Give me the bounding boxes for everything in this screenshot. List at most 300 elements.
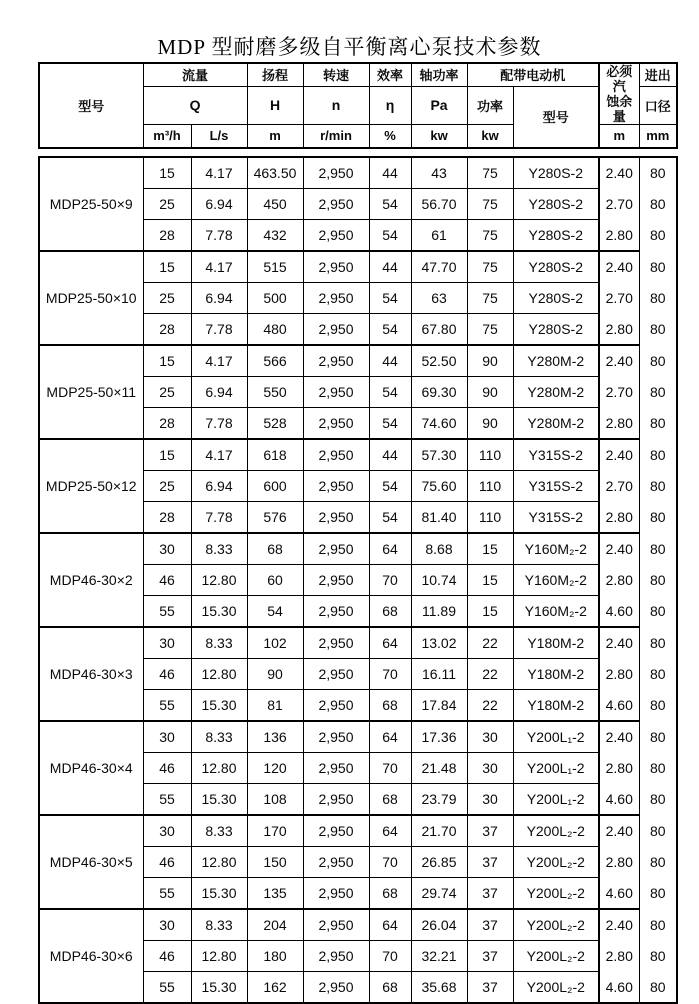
cell-speed-rpm: 2,950 bbox=[303, 533, 369, 565]
cell-speed-rpm: 2,950 bbox=[303, 345, 369, 377]
cell-port-mm: 80 bbox=[639, 753, 677, 784]
cell-flow-m3h: 30 bbox=[143, 721, 191, 753]
cell-head-m: 108 bbox=[247, 784, 303, 816]
cell-shaft-power-kw: 52.50 bbox=[411, 345, 467, 377]
cell-efficiency-pct: 68 bbox=[369, 596, 411, 628]
cell-port-mm: 80 bbox=[639, 220, 677, 252]
cell-flow-m3h: 28 bbox=[143, 314, 191, 346]
cell-speed-rpm: 2,950 bbox=[303, 283, 369, 314]
cell-shaft-power-kw: 56.70 bbox=[411, 189, 467, 220]
header-model: 型号 bbox=[39, 63, 143, 148]
header-port-unit: mm bbox=[639, 125, 677, 148]
cell-flow-ls: 7.78 bbox=[191, 220, 247, 252]
cell-efficiency-pct: 54 bbox=[369, 283, 411, 314]
cell-efficiency-pct: 64 bbox=[369, 909, 411, 941]
page-title: MDP 型耐磨多级自平衡离心泵技术参数 bbox=[157, 35, 542, 59]
cell-flow-ls: 6.94 bbox=[191, 189, 247, 220]
cell-shaft-power-kw: 35.68 bbox=[411, 972, 467, 1004]
cell-motor-model: Y180M-2 bbox=[513, 627, 599, 659]
cell-flow-m3h: 28 bbox=[143, 408, 191, 440]
cell-motor-model: Y280S-2 bbox=[513, 283, 599, 314]
cell-speed-rpm: 2,950 bbox=[303, 847, 369, 878]
pump-model-cell: MDP46-30×5 bbox=[39, 815, 143, 909]
pump-model-cell: MDP25-50×9 bbox=[39, 157, 143, 251]
table-row bbox=[39, 157, 677, 189]
cell-npsh-m: 2.80 bbox=[599, 220, 639, 252]
cell-motor-power-kw: 75 bbox=[467, 189, 513, 220]
cell-speed-rpm: 2,950 bbox=[303, 909, 369, 941]
cell-flow-ls: 8.33 bbox=[191, 815, 247, 847]
cell-motor-power-kw: 37 bbox=[467, 847, 513, 878]
cell-motor-model: Y280M-2 bbox=[513, 345, 599, 377]
cell-head-m: 54 bbox=[247, 596, 303, 628]
cell-shaft-power-kw: 26.85 bbox=[411, 847, 467, 878]
cell-head-m: 618 bbox=[247, 439, 303, 471]
cell-efficiency-pct: 70 bbox=[369, 659, 411, 690]
cell-npsh-m: 2.80 bbox=[599, 659, 639, 690]
pump-table bbox=[38, 156, 678, 1004]
cell-motor-power-kw: 30 bbox=[467, 784, 513, 816]
cell-npsh-m: 4.60 bbox=[599, 784, 639, 816]
cell-port-mm: 80 bbox=[639, 408, 677, 440]
cell-npsh-m: 2.80 bbox=[599, 408, 639, 440]
cell-motor-model: Y180M-2 bbox=[513, 690, 599, 722]
cell-flow-ls: 12.80 bbox=[191, 847, 247, 878]
cell-motor-power-kw: 37 bbox=[467, 941, 513, 972]
cell-port-mm: 80 bbox=[639, 283, 677, 314]
cell-motor-power-kw: 110 bbox=[467, 471, 513, 502]
cell-motor-model: Y280S-2 bbox=[513, 251, 599, 283]
header-flow: 流量 bbox=[143, 63, 247, 86]
cell-motor-power-kw: 75 bbox=[467, 251, 513, 283]
table-row bbox=[39, 815, 677, 847]
cell-head-m: 60 bbox=[247, 565, 303, 596]
cell-npsh-m: 4.60 bbox=[599, 878, 639, 910]
cell-efficiency-pct: 54 bbox=[369, 189, 411, 220]
header-efficiency-symbol: η bbox=[369, 86, 411, 125]
cell-port-mm: 80 bbox=[639, 502, 677, 534]
pump-model-cell: MDP25-50×12 bbox=[39, 439, 143, 533]
table-row bbox=[39, 251, 677, 283]
cell-motor-model: Y315S-2 bbox=[513, 471, 599, 502]
cell-port-mm: 80 bbox=[639, 690, 677, 722]
table-row bbox=[39, 721, 677, 753]
cell-motor-power-kw: 30 bbox=[467, 721, 513, 753]
cell-motor-power-kw: 22 bbox=[467, 627, 513, 659]
cell-flow-ls: 4.17 bbox=[191, 251, 247, 283]
cell-port-mm: 80 bbox=[639, 815, 677, 847]
header-npsh-line2: 蚀余量 bbox=[606, 94, 633, 124]
cell-flow-m3h: 46 bbox=[143, 565, 191, 596]
table-row bbox=[39, 345, 677, 377]
cell-head-m: 170 bbox=[247, 815, 303, 847]
cell-flow-m3h: 30 bbox=[143, 815, 191, 847]
cell-port-mm: 80 bbox=[639, 721, 677, 753]
cell-efficiency-pct: 68 bbox=[369, 784, 411, 816]
cell-motor-model: Y200L₁-2 bbox=[513, 753, 599, 784]
cell-motor-model: Y180M-2 bbox=[513, 659, 599, 690]
cell-head-m: 566 bbox=[247, 345, 303, 377]
cell-head-m: 68 bbox=[247, 533, 303, 565]
cell-motor-power-kw: 37 bbox=[467, 878, 513, 910]
cell-port-mm: 80 bbox=[639, 596, 677, 628]
cell-flow-m3h: 30 bbox=[143, 909, 191, 941]
cell-flow-ls: 15.30 bbox=[191, 690, 247, 722]
cell-motor-power-kw: 90 bbox=[467, 377, 513, 408]
cell-flow-ls: 6.94 bbox=[191, 283, 247, 314]
cell-flow-m3h: 25 bbox=[143, 189, 191, 220]
header-port-line1: 进出 bbox=[639, 63, 677, 86]
cell-shaft-power-kw: 17.84 bbox=[411, 690, 467, 722]
cell-efficiency-pct: 70 bbox=[369, 565, 411, 596]
cell-motor-power-kw: 15 bbox=[467, 596, 513, 628]
cell-motor-power-kw: 37 bbox=[467, 815, 513, 847]
cell-npsh-m: 2.40 bbox=[599, 345, 639, 377]
cell-flow-ls: 8.33 bbox=[191, 721, 247, 753]
header-speed: 转速 bbox=[303, 63, 369, 86]
cell-head-m: 136 bbox=[247, 721, 303, 753]
pump-model-cell: MDP46-30×4 bbox=[39, 721, 143, 815]
cell-head-m: 102 bbox=[247, 627, 303, 659]
cell-port-mm: 80 bbox=[639, 972, 677, 1004]
pump-model-cell: MDP46-30×2 bbox=[39, 533, 143, 627]
cell-flow-ls: 4.17 bbox=[191, 345, 247, 377]
cell-flow-m3h: 55 bbox=[143, 784, 191, 816]
cell-motor-model: Y160M₂-2 bbox=[513, 565, 599, 596]
cell-flow-ls: 6.94 bbox=[191, 377, 247, 408]
cell-shaft-power-kw: 47.70 bbox=[411, 251, 467, 283]
cell-motor-model: Y315S-2 bbox=[513, 439, 599, 471]
cell-speed-rpm: 2,950 bbox=[303, 439, 369, 471]
cell-head-m: 528 bbox=[247, 408, 303, 440]
cell-head-m: 450 bbox=[247, 189, 303, 220]
header-motor-model: 型号 bbox=[513, 86, 599, 148]
cell-motor-model: Y280S-2 bbox=[513, 314, 599, 346]
cell-port-mm: 80 bbox=[639, 533, 677, 565]
cell-port-mm: 80 bbox=[639, 847, 677, 878]
cell-motor-power-kw: 75 bbox=[467, 283, 513, 314]
cell-npsh-m: 2.80 bbox=[599, 941, 639, 972]
pump-model-cell: MDP25-50×11 bbox=[39, 345, 143, 439]
cell-shaft-power-kw: 21.48 bbox=[411, 753, 467, 784]
cell-speed-rpm: 2,950 bbox=[303, 314, 369, 346]
cell-shaft-power-kw: 61 bbox=[411, 220, 467, 252]
cell-efficiency-pct: 70 bbox=[369, 753, 411, 784]
cell-flow-ls: 12.80 bbox=[191, 659, 247, 690]
cell-shaft-power-kw: 8.68 bbox=[411, 533, 467, 565]
cell-motor-model: Y200L₂-2 bbox=[513, 909, 599, 941]
cell-shaft-power-kw: 13.02 bbox=[411, 627, 467, 659]
cell-speed-rpm: 2,950 bbox=[303, 721, 369, 753]
header-efficiency-unit: % bbox=[369, 125, 411, 148]
cell-speed-rpm: 2,950 bbox=[303, 189, 369, 220]
cell-port-mm: 80 bbox=[639, 909, 677, 941]
cell-efficiency-pct: 54 bbox=[369, 408, 411, 440]
cell-port-mm: 80 bbox=[639, 377, 677, 408]
cell-port-mm: 80 bbox=[639, 439, 677, 471]
cell-flow-m3h: 55 bbox=[143, 878, 191, 910]
cell-head-m: 135 bbox=[247, 878, 303, 910]
cell-efficiency-pct: 54 bbox=[369, 314, 411, 346]
header-flow-unit-m3h: m³/h bbox=[143, 125, 191, 148]
cell-speed-rpm: 2,950 bbox=[303, 596, 369, 628]
cell-head-m: 515 bbox=[247, 251, 303, 283]
cell-motor-power-kw: 90 bbox=[467, 408, 513, 440]
cell-motor-power-kw: 75 bbox=[467, 314, 513, 346]
cell-port-mm: 80 bbox=[639, 659, 677, 690]
cell-port-mm: 80 bbox=[639, 314, 677, 346]
cell-motor-power-kw: 15 bbox=[467, 565, 513, 596]
cell-head-m: 120 bbox=[247, 753, 303, 784]
cell-head-m: 500 bbox=[247, 283, 303, 314]
cell-efficiency-pct: 64 bbox=[369, 815, 411, 847]
table-row bbox=[39, 627, 677, 659]
cell-flow-m3h: 46 bbox=[143, 941, 191, 972]
cell-flow-ls: 15.30 bbox=[191, 784, 247, 816]
cell-port-mm: 80 bbox=[639, 784, 677, 816]
cell-motor-model: Y200L₂-2 bbox=[513, 941, 599, 972]
cell-flow-m3h: 15 bbox=[143, 157, 191, 189]
cell-npsh-m: 4.60 bbox=[599, 972, 639, 1004]
cell-port-mm: 80 bbox=[639, 189, 677, 220]
cell-efficiency-pct: 70 bbox=[369, 941, 411, 972]
cell-port-mm: 80 bbox=[639, 878, 677, 910]
cell-port-mm: 80 bbox=[639, 157, 677, 189]
cell-flow-m3h: 15 bbox=[143, 345, 191, 377]
cell-motor-model: Y200L₂-2 bbox=[513, 972, 599, 1004]
cell-speed-rpm: 2,950 bbox=[303, 157, 369, 189]
cell-efficiency-pct: 54 bbox=[369, 502, 411, 534]
pump-table-header bbox=[38, 62, 678, 149]
header-head-symbol: H bbox=[247, 86, 303, 125]
cell-efficiency-pct: 54 bbox=[369, 377, 411, 408]
cell-flow-ls: 7.78 bbox=[191, 502, 247, 534]
cell-head-m: 463.50 bbox=[247, 157, 303, 189]
cell-port-mm: 80 bbox=[639, 627, 677, 659]
cell-head-m: 204 bbox=[247, 909, 303, 941]
cell-efficiency-pct: 44 bbox=[369, 251, 411, 283]
cell-motor-model: Y160M₂-2 bbox=[513, 596, 599, 628]
cell-motor-model: Y280M-2 bbox=[513, 408, 599, 440]
cell-motor-model: Y280S-2 bbox=[513, 220, 599, 252]
cell-flow-ls: 8.33 bbox=[191, 533, 247, 565]
cell-shaft-power-kw: 69.30 bbox=[411, 377, 467, 408]
cell-npsh-m: 2.40 bbox=[599, 627, 639, 659]
cell-speed-rpm: 2,950 bbox=[303, 251, 369, 283]
cell-head-m: 576 bbox=[247, 502, 303, 534]
cell-shaft-power-kw: 32.21 bbox=[411, 941, 467, 972]
cell-motor-model: Y280S-2 bbox=[513, 189, 599, 220]
cell-motor-model: Y200L₁-2 bbox=[513, 784, 599, 816]
cell-npsh-m: 2.40 bbox=[599, 909, 639, 941]
pump-model-cell: MDP46-30×6 bbox=[39, 909, 143, 1003]
header-npsh-unit: m bbox=[599, 125, 639, 148]
cell-shaft-power-kw: 23.79 bbox=[411, 784, 467, 816]
cell-port-mm: 80 bbox=[639, 251, 677, 283]
header-motor-power-unit: kw bbox=[467, 125, 513, 148]
cell-shaft-power-kw: 43 bbox=[411, 157, 467, 189]
cell-head-m: 480 bbox=[247, 314, 303, 346]
cell-speed-rpm: 2,950 bbox=[303, 471, 369, 502]
cell-port-mm: 80 bbox=[639, 345, 677, 377]
cell-npsh-m: 2.70 bbox=[599, 189, 639, 220]
cell-motor-power-kw: 30 bbox=[467, 753, 513, 784]
cell-shaft-power-kw: 57.30 bbox=[411, 439, 467, 471]
cell-npsh-m: 2.80 bbox=[599, 502, 639, 534]
cell-flow-ls: 15.30 bbox=[191, 972, 247, 1004]
cell-speed-rpm: 2,950 bbox=[303, 220, 369, 252]
cell-efficiency-pct: 70 bbox=[369, 847, 411, 878]
cell-motor-power-kw: 90 bbox=[467, 345, 513, 377]
cell-port-mm: 80 bbox=[639, 565, 677, 596]
cell-speed-rpm: 2,950 bbox=[303, 784, 369, 816]
cell-npsh-m: 2.40 bbox=[599, 251, 639, 283]
header-shaft-power-unit: kw bbox=[411, 125, 467, 148]
cell-speed-rpm: 2,950 bbox=[303, 690, 369, 722]
cell-flow-ls: 12.80 bbox=[191, 753, 247, 784]
cell-speed-rpm: 2,950 bbox=[303, 408, 369, 440]
header-head: 扬程 bbox=[247, 63, 303, 86]
header-shaft-power-symbol: Pa bbox=[411, 86, 467, 125]
cell-shaft-power-kw: 63 bbox=[411, 283, 467, 314]
cell-motor-power-kw: 37 bbox=[467, 972, 513, 1004]
pump-model-cell: MDP46-30×3 bbox=[39, 627, 143, 721]
header-npsh bbox=[599, 63, 639, 125]
cell-shaft-power-kw: 29.74 bbox=[411, 878, 467, 910]
pump-table-body bbox=[39, 157, 677, 1003]
cell-flow-m3h: 46 bbox=[143, 753, 191, 784]
cell-motor-power-kw: 15 bbox=[467, 533, 513, 565]
cell-flow-ls: 4.17 bbox=[191, 157, 247, 189]
cell-npsh-m: 2.70 bbox=[599, 377, 639, 408]
cell-flow-m3h: 55 bbox=[143, 596, 191, 628]
cell-npsh-m: 2.40 bbox=[599, 721, 639, 753]
cell-motor-power-kw: 75 bbox=[467, 157, 513, 189]
cell-npsh-m: 2.70 bbox=[599, 471, 639, 502]
cell-flow-ls: 8.33 bbox=[191, 627, 247, 659]
cell-shaft-power-kw: 26.04 bbox=[411, 909, 467, 941]
cell-speed-rpm: 2,950 bbox=[303, 941, 369, 972]
pump-model-cell: MDP25-50×10 bbox=[39, 251, 143, 345]
table-row bbox=[39, 909, 677, 941]
cell-motor-power-kw: 22 bbox=[467, 659, 513, 690]
cell-motor-model: Y315S-2 bbox=[513, 502, 599, 534]
cell-port-mm: 80 bbox=[639, 941, 677, 972]
cell-speed-rpm: 2,950 bbox=[303, 627, 369, 659]
cell-head-m: 600 bbox=[247, 471, 303, 502]
cell-npsh-m: 2.70 bbox=[599, 283, 639, 314]
header-speed-symbol: n bbox=[303, 86, 369, 125]
cell-flow-m3h: 30 bbox=[143, 533, 191, 565]
header-head-unit: m bbox=[247, 125, 303, 148]
cell-flow-m3h: 25 bbox=[143, 377, 191, 408]
cell-shaft-power-kw: 81.40 bbox=[411, 502, 467, 534]
cell-flow-m3h: 28 bbox=[143, 502, 191, 534]
cell-flow-ls: 4.17 bbox=[191, 439, 247, 471]
cell-flow-m3h: 15 bbox=[143, 251, 191, 283]
table-row bbox=[39, 439, 677, 471]
cell-port-mm: 80 bbox=[639, 471, 677, 502]
header-speed-unit: r/min bbox=[303, 125, 369, 148]
cell-npsh-m: 4.60 bbox=[599, 690, 639, 722]
cell-motor-model: Y280M-2 bbox=[513, 377, 599, 408]
cell-efficiency-pct: 54 bbox=[369, 220, 411, 252]
cell-efficiency-pct: 68 bbox=[369, 690, 411, 722]
cell-flow-m3h: 55 bbox=[143, 690, 191, 722]
cell-npsh-m: 2.40 bbox=[599, 815, 639, 847]
cell-shaft-power-kw: 17.36 bbox=[411, 721, 467, 753]
cell-head-m: 550 bbox=[247, 377, 303, 408]
cell-motor-power-kw: 37 bbox=[467, 909, 513, 941]
cell-npsh-m: 2.40 bbox=[599, 157, 639, 189]
cell-flow-ls: 7.78 bbox=[191, 408, 247, 440]
cell-efficiency-pct: 54 bbox=[369, 471, 411, 502]
cell-efficiency-pct: 68 bbox=[369, 972, 411, 1004]
cell-speed-rpm: 2,950 bbox=[303, 815, 369, 847]
cell-motor-model: Y280S-2 bbox=[513, 157, 599, 189]
cell-efficiency-pct: 44 bbox=[369, 157, 411, 189]
cell-flow-ls: 15.30 bbox=[191, 878, 247, 910]
cell-motor-model: Y200L₂-2 bbox=[513, 878, 599, 910]
header-flow-symbol: Q bbox=[143, 86, 247, 125]
cell-npsh-m: 2.40 bbox=[599, 439, 639, 471]
cell-flow-ls: 7.78 bbox=[191, 314, 247, 346]
cell-npsh-m: 2.80 bbox=[599, 847, 639, 878]
cell-efficiency-pct: 64 bbox=[369, 721, 411, 753]
cell-motor-power-kw: 22 bbox=[467, 690, 513, 722]
cell-npsh-m: 2.80 bbox=[599, 753, 639, 784]
cell-shaft-power-kw: 74.60 bbox=[411, 408, 467, 440]
cell-shaft-power-kw: 21.70 bbox=[411, 815, 467, 847]
table-row bbox=[39, 533, 677, 565]
cell-flow-ls: 15.30 bbox=[191, 596, 247, 628]
cell-head-m: 90 bbox=[247, 659, 303, 690]
cell-speed-rpm: 2,950 bbox=[303, 565, 369, 596]
cell-efficiency-pct: 64 bbox=[369, 533, 411, 565]
cell-efficiency-pct: 68 bbox=[369, 878, 411, 910]
cell-head-m: 81 bbox=[247, 690, 303, 722]
cell-flow-ls: 12.80 bbox=[191, 941, 247, 972]
cell-speed-rpm: 2,950 bbox=[303, 377, 369, 408]
cell-efficiency-pct: 44 bbox=[369, 345, 411, 377]
cell-flow-m3h: 46 bbox=[143, 847, 191, 878]
cell-motor-power-kw: 75 bbox=[467, 220, 513, 252]
cell-flow-ls: 8.33 bbox=[191, 909, 247, 941]
header-efficiency: 效率 bbox=[369, 63, 411, 86]
cell-efficiency-pct: 64 bbox=[369, 627, 411, 659]
cell-npsh-m: 2.80 bbox=[599, 314, 639, 346]
cell-flow-m3h: 30 bbox=[143, 627, 191, 659]
cell-speed-rpm: 2,950 bbox=[303, 659, 369, 690]
cell-shaft-power-kw: 16.11 bbox=[411, 659, 467, 690]
cell-flow-ls: 6.94 bbox=[191, 471, 247, 502]
cell-speed-rpm: 2,950 bbox=[303, 502, 369, 534]
header-motor: 配带电动机 bbox=[467, 63, 599, 86]
cell-npsh-m: 2.40 bbox=[599, 533, 639, 565]
cell-motor-power-kw: 110 bbox=[467, 502, 513, 534]
header-port-line2: 口径 bbox=[639, 86, 677, 125]
cell-motor-model: Y200L₂-2 bbox=[513, 815, 599, 847]
cell-flow-m3h: 25 bbox=[143, 283, 191, 314]
cell-npsh-m: 4.60 bbox=[599, 596, 639, 628]
cell-flow-m3h: 25 bbox=[143, 471, 191, 502]
cell-head-m: 162 bbox=[247, 972, 303, 1004]
header-shaft-power: 轴功率 bbox=[411, 63, 467, 86]
cell-head-m: 150 bbox=[247, 847, 303, 878]
cell-motor-model: Y200L₁-2 bbox=[513, 721, 599, 753]
cell-motor-power-kw: 110 bbox=[467, 439, 513, 471]
header-npsh-line1: 必须汽 bbox=[606, 64, 633, 94]
